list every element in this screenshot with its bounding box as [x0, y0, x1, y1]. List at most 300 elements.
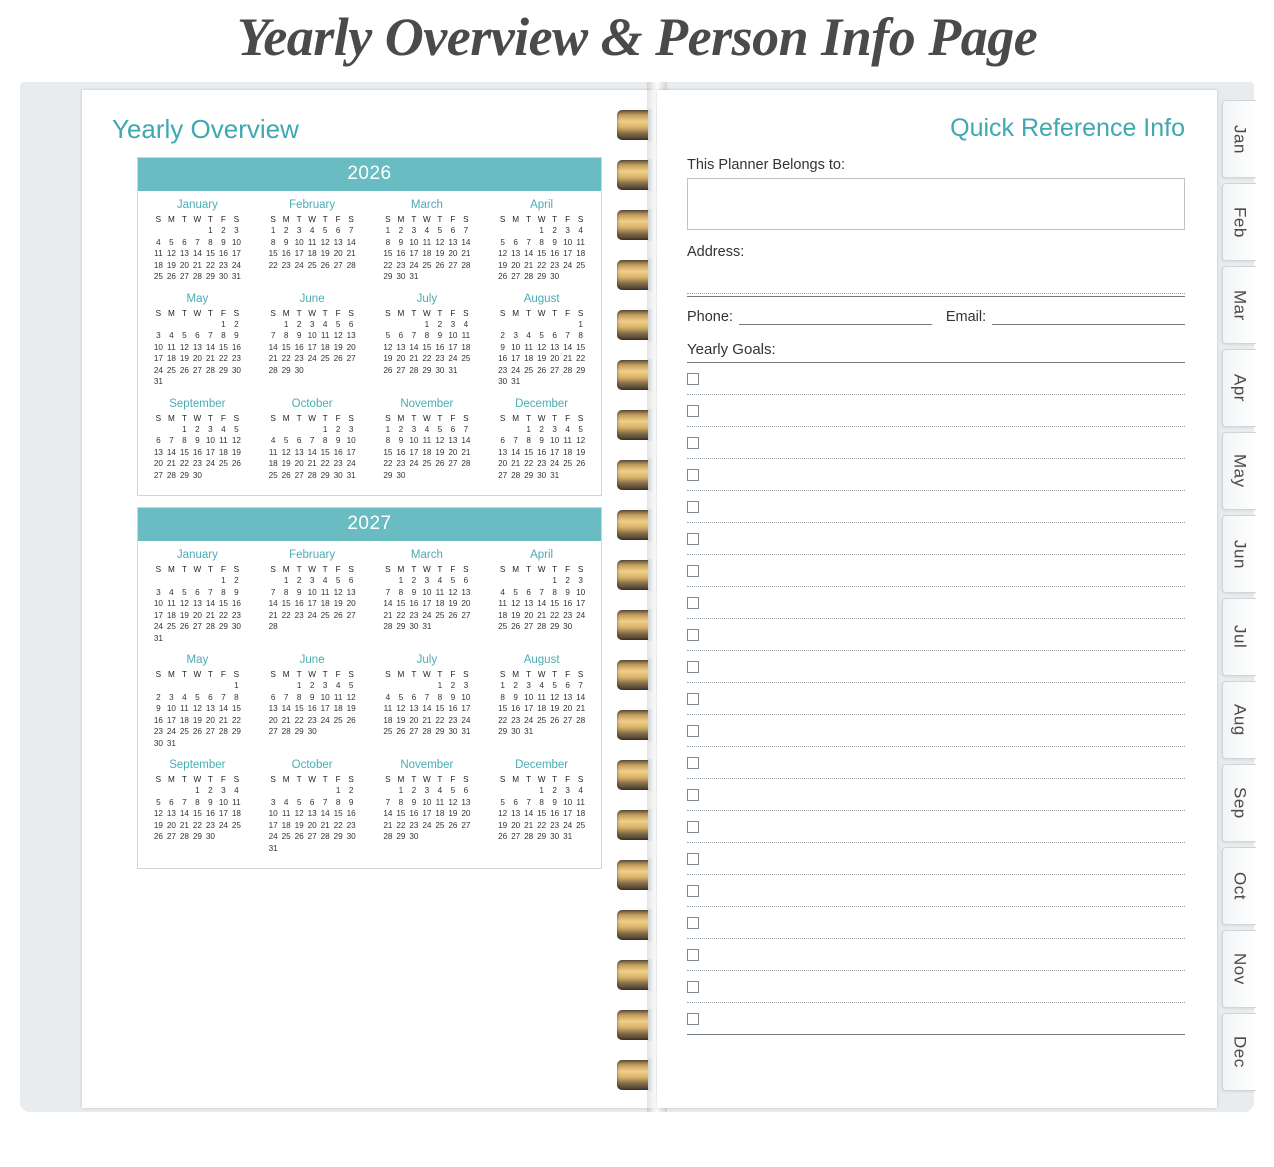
day-cell: [522, 575, 535, 587]
tab-apr[interactable]: [1222, 349, 1256, 427]
day-cell: 23: [294, 610, 304, 620]
day-cell: [280, 621, 293, 633]
tab-nov[interactable]: [1222, 930, 1256, 1008]
day-cell: 20: [192, 354, 202, 364]
day-cell: 20: [448, 249, 458, 259]
day-cell: 4: [424, 424, 430, 434]
goal-checkbox[interactable]: [687, 373, 699, 385]
day-cell: 12: [435, 237, 445, 247]
day-cell: 12: [294, 809, 304, 819]
day-cell: 27: [205, 727, 215, 737]
page-title: Yearly Overview & Person Info Page: [236, 7, 1038, 67]
day-cell: 11: [333, 692, 343, 702]
day-cell: 8: [234, 692, 239, 702]
day-cell: 29: [205, 272, 215, 282]
day-cell: 3: [348, 424, 354, 434]
day-cell: 1: [398, 786, 404, 796]
goal-row[interactable]: [687, 651, 1185, 683]
goal-checkbox[interactable]: [687, 437, 699, 449]
belongs-to-input[interactable]: [687, 178, 1185, 230]
month-table: [152, 564, 243, 644]
weekday-header: T: [181, 308, 187, 318]
goal-row[interactable]: [687, 875, 1185, 907]
month-name: May: [186, 292, 209, 305]
day-cell: 29: [576, 365, 586, 375]
goal-checkbox[interactable]: [687, 469, 699, 481]
day-cell: 23: [448, 715, 458, 725]
day-cell: 15: [537, 249, 547, 259]
months-grid: [138, 541, 601, 868]
goal-row[interactable]: [687, 459, 1185, 491]
tab-label: Sep: [1230, 787, 1250, 819]
goal-checkbox[interactable]: [687, 917, 699, 929]
day-cell: 16: [294, 599, 304, 609]
weekday-header: W: [193, 308, 202, 318]
weekday-header: T: [411, 775, 417, 784]
day-cell: [191, 633, 204, 645]
weekday-header: W: [193, 565, 202, 574]
tab-label: Nov: [1230, 953, 1250, 985]
day-cell: 20: [192, 610, 202, 620]
month-table: [152, 308, 243, 388]
day-cell: 5: [385, 331, 391, 341]
weekday-header: T: [552, 565, 558, 574]
day-cell: 2: [335, 424, 341, 434]
day-cell: 5: [182, 331, 187, 341]
day-cell: 21: [268, 610, 278, 620]
day-cell: 20: [179, 260, 189, 270]
goal-row[interactable]: [687, 811, 1185, 843]
month-table: [152, 413, 243, 482]
day-cell: [204, 738, 217, 750]
weekday-header: T: [296, 670, 302, 679]
goal-checkbox[interactable]: [687, 533, 699, 545]
day-cell: 6: [195, 587, 200, 597]
weekday-header: M: [397, 413, 405, 423]
day-cell: [293, 621, 306, 633]
day-cell: [217, 831, 230, 843]
day-cell: 22: [396, 820, 406, 830]
day-cell: 3: [221, 786, 226, 796]
weekday-header: T: [296, 413, 302, 423]
goal-checkbox[interactable]: [687, 853, 699, 865]
day-cell: 10: [218, 797, 228, 807]
goal-row[interactable]: [687, 683, 1185, 715]
day-cell: 26: [192, 727, 202, 737]
day-cell: 16: [498, 354, 508, 364]
tab-oct[interactable]: [1222, 847, 1256, 925]
address-line-2[interactable]: [687, 294, 1185, 297]
day-cell: [319, 621, 332, 633]
goal-row[interactable]: [687, 939, 1185, 971]
weekday-header: T: [296, 565, 302, 574]
day-cell: [407, 470, 420, 482]
day-cell: [574, 271, 587, 283]
day-cell: 15: [320, 447, 330, 457]
day-cell: 29: [231, 727, 241, 737]
day-cell: 28: [461, 459, 471, 469]
day-cell: 28: [563, 365, 573, 375]
day-cell: 10: [307, 331, 317, 341]
month-june: [255, 289, 370, 394]
day-cell: 3: [411, 226, 417, 236]
day-cell: [407, 680, 420, 692]
year-block: [137, 507, 602, 869]
day-cell: 21: [524, 260, 534, 270]
day-cell: 17: [563, 809, 573, 819]
goal-row[interactable]: [687, 747, 1185, 779]
day-cell: 28: [192, 272, 202, 282]
day-cell: 13: [409, 704, 419, 714]
day-cell: 8: [398, 797, 404, 807]
day-cell: 22: [231, 715, 241, 725]
day-cell: 8: [539, 797, 544, 807]
day-cell: [306, 365, 319, 377]
goal-checkbox[interactable]: [687, 661, 699, 673]
tab-jan[interactable]: [1222, 100, 1256, 178]
goal-row[interactable]: [687, 523, 1185, 555]
day-cell: 10: [550, 436, 560, 446]
day-cell: 5: [335, 576, 341, 586]
day-cell: 12: [166, 249, 176, 259]
day-cell: 21: [218, 715, 228, 725]
goal-row[interactable]: [687, 843, 1185, 875]
goal-row[interactable]: [687, 971, 1185, 1003]
goal-row[interactable]: [687, 427, 1185, 459]
day-cell: 6: [552, 331, 557, 341]
month-august: [484, 289, 599, 394]
day-cell: 19: [498, 820, 508, 830]
day-cell: [217, 376, 230, 388]
day-cell: 13: [550, 342, 560, 352]
weekday-header: S: [499, 308, 506, 318]
goal-checkbox[interactable]: [687, 565, 699, 577]
day-cell: 29: [498, 727, 508, 737]
day-cell: 25: [422, 459, 432, 469]
day-cell: [509, 319, 522, 331]
goal-checkbox[interactable]: [687, 885, 699, 897]
goal-row[interactable]: [687, 779, 1185, 811]
day-cell: 12: [576, 436, 586, 446]
goal-checkbox[interactable]: [687, 597, 699, 609]
day-cell: 25: [231, 820, 241, 830]
goal-row[interactable]: [687, 587, 1185, 619]
day-cell: 3: [156, 331, 161, 341]
day-cell: [191, 225, 204, 237]
tab-label: Jan: [1230, 124, 1250, 154]
day-cell: 15: [179, 447, 189, 457]
weekday-header: W: [308, 308, 316, 318]
day-cell: 23: [409, 610, 419, 620]
weekday-header: S: [463, 413, 469, 423]
day-cell: 25: [576, 260, 586, 270]
weekday-header: T: [552, 775, 558, 784]
day-cell: 22: [192, 820, 202, 830]
day-cell: [165, 424, 178, 436]
day-cell: 12: [435, 436, 445, 446]
goal-checkbox[interactable]: [687, 821, 699, 833]
tab-sep[interactable]: [1222, 764, 1256, 842]
day-cell: 29: [396, 622, 406, 632]
day-cell: 16: [511, 704, 521, 714]
tab-aug[interactable]: [1222, 681, 1256, 759]
day-cell: 20: [511, 260, 521, 270]
weekday-header: T: [411, 308, 417, 318]
day-cell: 27: [461, 610, 471, 620]
day-cell: 30: [396, 272, 406, 282]
address-line-1[interactable]: [687, 265, 1185, 294]
day-cell: 29: [192, 832, 202, 842]
day-cell: 9: [156, 704, 161, 714]
day-cell: 16: [396, 447, 406, 457]
day-cell: 1: [322, 424, 328, 434]
day-cell: 23: [153, 727, 163, 737]
weekday-header: T: [207, 670, 213, 679]
day-cell: 20: [563, 704, 573, 714]
goal-row[interactable]: [687, 395, 1185, 427]
weekday-header: T: [552, 308, 558, 318]
day-cell: 1: [335, 786, 341, 796]
day-cell: 28: [461, 260, 471, 270]
goal-row[interactable]: [687, 363, 1185, 395]
day-cell: 24: [511, 365, 521, 375]
phone-input[interactable]: [739, 305, 932, 325]
tab-mar[interactable]: [1222, 266, 1256, 344]
day-cell: 5: [437, 226, 443, 236]
weekday-header: T: [526, 565, 532, 574]
month-tabs: [1216, 100, 1256, 1095]
weekday-header: S: [577, 670, 584, 679]
day-cell: 10: [422, 587, 432, 597]
day-cell: 14: [179, 809, 189, 819]
tab-feb[interactable]: [1222, 183, 1256, 261]
month-table: [267, 413, 358, 482]
day-cell: 30: [396, 470, 406, 480]
weekday-header: M: [397, 215, 405, 224]
goal-checkbox[interactable]: [687, 981, 699, 993]
day-cell: 11: [154, 249, 163, 259]
goal-checkbox[interactable]: [687, 501, 699, 513]
day-cell: 13: [307, 809, 317, 819]
month-april: [484, 545, 599, 650]
day-cell: [178, 680, 191, 692]
day-cell: [509, 785, 522, 797]
goal-checkbox[interactable]: [687, 405, 699, 417]
weekday-header: M: [512, 670, 520, 679]
day-cell: 2: [195, 424, 200, 434]
day-cell: [230, 470, 243, 482]
day-cell: [217, 470, 230, 482]
goal-checkbox[interactable]: [687, 757, 699, 769]
day-cell: 7: [182, 797, 187, 807]
day-cell: 15: [550, 599, 560, 609]
weekday-header: M: [167, 775, 175, 784]
day-cell: 6: [398, 331, 404, 341]
day-cell: 31: [422, 622, 432, 632]
day-cell: [319, 365, 332, 377]
weekday-header: T: [437, 215, 443, 224]
day-cell: 15: [498, 704, 508, 714]
day-cell: 1: [208, 226, 213, 236]
day-cell: 4: [156, 237, 161, 247]
day-cell: 3: [169, 692, 174, 702]
tab-jul[interactable]: [1222, 598, 1256, 676]
month-table: [381, 669, 472, 738]
day-cell: 17: [422, 599, 432, 609]
day-cell: 7: [539, 587, 544, 597]
weekday-header: F: [335, 775, 341, 784]
day-cell: 11: [281, 809, 291, 819]
day-cell: 23: [281, 260, 291, 270]
day-cell: 17: [268, 820, 278, 830]
day-cell: 24: [218, 820, 228, 830]
day-cell: 15: [205, 249, 215, 259]
weekday-header: S: [348, 215, 354, 224]
weekday-header: S: [270, 308, 276, 318]
goal-checkbox[interactable]: [687, 789, 699, 801]
tab-may[interactable]: [1222, 432, 1256, 510]
day-cell: 2: [283, 226, 289, 236]
month-january: [140, 195, 255, 289]
day-cell: [152, 575, 165, 587]
goal-row[interactable]: [687, 715, 1185, 747]
goal-checkbox[interactable]: [687, 725, 699, 737]
day-cell: 25: [563, 459, 573, 469]
weekday-header: T: [437, 670, 443, 679]
goal-row[interactable]: [687, 619, 1185, 651]
weekday-header: W: [193, 215, 202, 224]
day-cell: 2: [398, 424, 404, 434]
day-cell: 15: [231, 704, 241, 714]
goal-checkbox[interactable]: [687, 629, 699, 641]
goal-row[interactable]: [687, 555, 1185, 587]
yearly-overview-heading: Yearly Overview: [112, 114, 299, 144]
weekday-header: S: [233, 215, 240, 224]
day-cell: [522, 376, 535, 388]
day-cell: [204, 633, 217, 645]
day-cell: 22: [281, 354, 291, 364]
goal-checkbox[interactable]: [687, 949, 699, 961]
day-cell: [204, 376, 217, 388]
day-cell: 5: [182, 587, 187, 597]
day-cell: 12: [153, 809, 163, 819]
day-cell: 29: [383, 272, 393, 282]
weekday-header: M: [282, 670, 290, 679]
email-input[interactable]: [992, 305, 1185, 325]
day-cell: 3: [578, 576, 583, 586]
day-cell: 23: [294, 354, 304, 364]
day-cell: 12: [396, 704, 406, 714]
day-cell: 14: [320, 809, 330, 819]
day-cell: 14: [268, 342, 278, 352]
tab-dec[interactable]: [1222, 1013, 1256, 1091]
day-cell: 6: [348, 319, 354, 329]
month-february: [255, 545, 370, 650]
day-cell: 10: [563, 237, 573, 247]
day-cell: 2: [539, 424, 544, 434]
goal-row[interactable]: [687, 491, 1185, 523]
day-cell: 3: [322, 681, 328, 691]
day-cell: [267, 680, 280, 692]
year-band: 2026: [138, 158, 601, 191]
weekday-header: S: [270, 565, 276, 574]
day-cell: [306, 843, 319, 855]
day-cell: 14: [576, 692, 586, 702]
goal-checkbox[interactable]: [687, 1013, 699, 1025]
day-cell: 14: [307, 447, 317, 457]
day-cell: 8: [539, 237, 544, 247]
day-cell: 15: [218, 599, 228, 609]
day-cell: 7: [463, 424, 469, 434]
day-cell: 9: [234, 331, 239, 341]
month-table: [496, 413, 587, 482]
weekday-header: W: [193, 775, 202, 784]
weekday-header: S: [499, 775, 506, 784]
day-cell: 23: [205, 820, 215, 830]
day-cell: 28: [205, 622, 215, 632]
day-cell: 4: [565, 424, 570, 434]
planner-spread: [20, 82, 1254, 1112]
day-cell: 19: [333, 342, 343, 352]
day-cell: [267, 785, 280, 797]
day-cell: 28: [268, 365, 278, 375]
goal-checkbox[interactable]: [687, 693, 699, 705]
day-cell: [574, 376, 587, 388]
day-cell: 4: [385, 692, 391, 702]
weekday-header: T: [181, 215, 187, 224]
day-cell: 8: [182, 436, 187, 446]
day-cell: 18: [576, 249, 586, 259]
day-cell: 4: [437, 786, 443, 796]
weekday-header: S: [499, 413, 506, 423]
weekday-header: S: [233, 670, 240, 679]
day-cell: 5: [156, 797, 161, 807]
day-cell: [204, 470, 217, 482]
day-cell: 4: [437, 576, 443, 586]
day-cell: 2: [500, 331, 505, 341]
day-cell: 25: [576, 820, 586, 830]
weekday-header: W: [308, 775, 316, 784]
day-cell: 15: [192, 809, 202, 819]
day-cell: 11: [524, 342, 533, 352]
goal-row[interactable]: [687, 907, 1185, 939]
goal-row[interactable]: [687, 1003, 1185, 1035]
day-cell: 1: [283, 319, 289, 329]
day-cell: 20: [461, 809, 471, 819]
day-cell: 29: [218, 622, 228, 632]
day-cell: 14: [166, 447, 176, 457]
months-grid: [138, 191, 601, 495]
day-cell: 13: [268, 704, 278, 714]
tab-jun[interactable]: [1222, 515, 1256, 593]
tab-label: Jul: [1230, 625, 1250, 649]
quick-reference-heading: Quick Reference Info: [950, 114, 1185, 142]
day-cell: 3: [565, 786, 570, 796]
day-cell: 19: [179, 354, 189, 364]
day-cell: 12: [320, 237, 330, 247]
weekday-header: S: [577, 413, 584, 423]
day-cell: 13: [524, 599, 534, 609]
day-cell: 7: [270, 587, 276, 597]
day-cell: 24: [422, 610, 432, 620]
day-cell: 7: [195, 237, 200, 247]
day-cell: 24: [524, 715, 534, 725]
day-cell: 16: [346, 809, 356, 819]
day-cell: [280, 843, 293, 855]
day-cell: 24: [205, 459, 215, 469]
weekday-header: T: [322, 413, 328, 423]
day-cell: 8: [526, 436, 531, 446]
